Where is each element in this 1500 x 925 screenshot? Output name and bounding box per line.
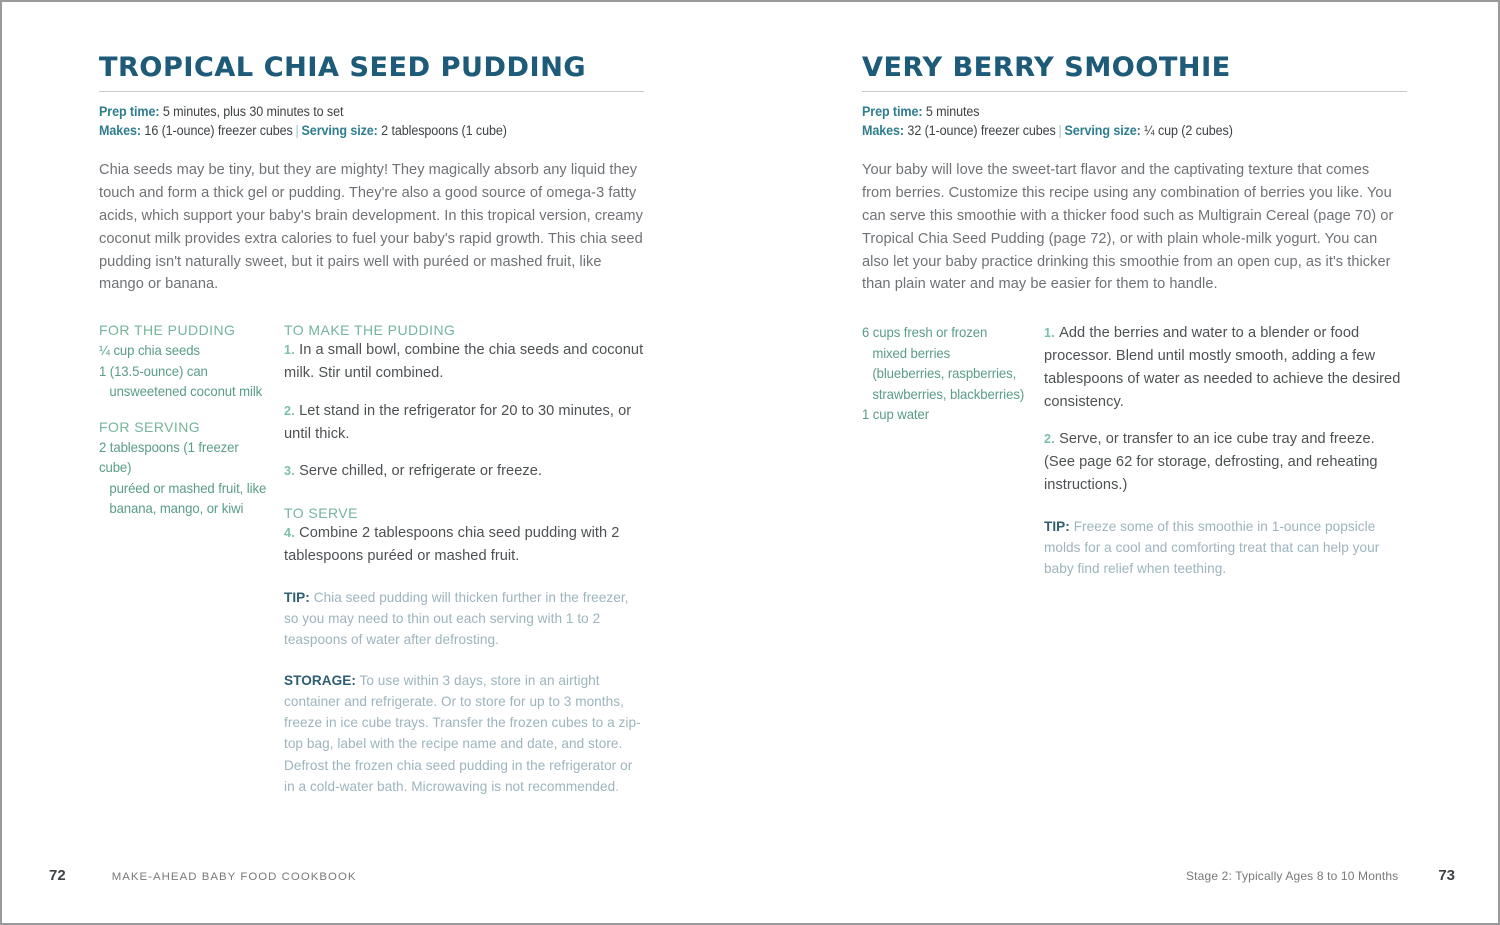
instruction-step <box>1044 428 1407 496</box>
ingredient-group-heading: FOR THE PUDDING <box>99 322 236 339</box>
step-text: In a small bowl, combine the chia seeds and coconut milk. Stir until combined. <box>284 342 644 381</box>
ingredient-group <box>862 322 1042 425</box>
instruction-group-heading: TO SERVE <box>284 505 358 522</box>
tip-label: TIP: <box>284 589 310 605</box>
step-number: 3. <box>284 464 296 479</box>
ingredient-text-continued: mixed berries <box>872 344 951 361</box>
step-number: 1. <box>1044 326 1056 341</box>
instruction-group-heading: TO MAKE THE PUDDING <box>284 322 456 339</box>
page-title: TROPICAL CHIA SEED PUDDING <box>99 54 644 82</box>
list-item <box>99 437 273 519</box>
ingredient-group <box>99 419 284 519</box>
instruction-step <box>1044 322 1407 413</box>
instruction-step <box>284 400 644 446</box>
prep-time-value: 5 minutes <box>925 104 980 120</box>
recipe-tropical-chia-seed-pudding <box>99 54 644 797</box>
instruction-step <box>284 339 644 385</box>
tip-label: TIP: <box>1044 518 1070 534</box>
storage-label: STORAGE: <box>284 672 356 688</box>
ingredient-text-continued: (blueberries, raspberries, <box>872 365 1017 382</box>
serving-size-value: 2 tablespoons (1 cube) <box>381 123 507 139</box>
step-number: 2. <box>284 403 296 418</box>
step-text: Serve chilled, or refrigerate or freeze. <box>299 463 543 480</box>
makes-value: 16 (1-ounce) freezer cubes <box>144 123 293 139</box>
meta-makes-line <box>862 121 1369 140</box>
page-title: VERY BERRY SMOOTHIE <box>862 54 1407 82</box>
ingredient-text-continued: unsweetened coconut milk <box>109 383 263 400</box>
instructions-column <box>284 322 644 797</box>
instruction-step <box>284 460 644 483</box>
step-text: Combine 2 tablespoons chia seed pudding with 2 tablespoons puréed or mashed fruit. <box>284 525 620 564</box>
list-item <box>99 340 273 361</box>
right-page-footer <box>1186 867 1455 884</box>
ingredient-list <box>862 322 1042 425</box>
tip-text: Freeze some of this smoothie in 1-ounce popsicle molds for a cool and comforting treat that can help your baby find relief when teething. <box>1044 518 1380 577</box>
ingredient-text: 6 cups fresh or frozen <box>862 324 988 341</box>
recipe-columns <box>99 322 644 797</box>
list-item <box>99 361 273 402</box>
recipe-very-berry-smoothie <box>862 54 1407 580</box>
meta-separator: | <box>295 123 299 139</box>
ingredient-group-heading: FOR SERVING <box>99 418 201 435</box>
instruction-step <box>284 522 644 568</box>
step-number: 4. <box>284 526 296 541</box>
left-page-footer <box>49 867 357 884</box>
ingredient-text-continued: strawberries, blackberries) <box>872 385 1025 402</box>
left-page <box>2 2 752 925</box>
page-number: 73 <box>1438 867 1455 884</box>
ingredient-text: 1 cup water <box>862 406 930 423</box>
running-head: Stage 2: Typically Ages 8 to 10 Months <box>1186 869 1399 883</box>
ingredient-text: 2 tablespoons (1 freezer cube) <box>99 438 239 476</box>
storage-text: To use within 3 days, store in an airtight container and refrigerate. Or to store for up to 3 months, freeze in ice cube trays. Transfer the frozen cubes to a zip-top bag, label with the recipe name and date, and store. Defrost the frozen chia seed pudding in the refrigerator or in a cold-water bath. Microwaving is not recommended. <box>284 672 641 795</box>
meta-prep-line <box>99 102 606 121</box>
tip-note <box>284 587 644 651</box>
makes-label: Makes: <box>862 123 905 139</box>
title-divider <box>99 91 644 92</box>
meta-makes-line <box>99 121 606 140</box>
ingredient-text-continued: banana, mango, or kiwi <box>109 500 244 517</box>
ingredients-column <box>862 322 1042 579</box>
page-number: 72 <box>49 867 66 884</box>
recipe-intro-paragraph: Your baby will love the sweet-tart flavor and the captivating texture that comes from berries. Customize this recipe using any combination of berries you like. You can serve this smoothie with a thicker food such as Multigrain Cereal (page 70) or Tropical Chia Seed Pudding (page 72), or with plain whole-milk yogurt. You can also let your baby practice drinking this smoothie from an open cup, as it's thicker than plain water and may be easier for them to handle. <box>862 162 1394 293</box>
list-item <box>862 322 1031 404</box>
meta-prep-line <box>862 102 1369 121</box>
title-divider <box>862 91 1407 92</box>
tip-note <box>1044 516 1407 580</box>
ingredient-text: ¼ cup chia seeds <box>99 342 200 359</box>
ingredient-text-continued: puréed or mashed fruit, like <box>109 479 267 496</box>
makes-label: Makes: <box>99 123 142 139</box>
recipe-intro-paragraph: Chia seeds may be tiny, but they are mighty! They magically absorb any liquid they touch and form a thick gel or pudding. They're also a good source of omega-3 fatty acids, which support your baby's brain development. In this tropical version, creamy coconut milk provides extra calories to fuel your baby's rapid growth. This chia seed pudding isn't naturally sweet, but it pairs well with puréed or mashed fruit, like mango or banana. <box>99 162 643 293</box>
tip-text: Chia seed pudding will thicken further in the freezer, so you may need to thin out each serving with 1 to 2 teaspoons of water after defrosting. <box>284 589 629 648</box>
serving-size-label: Serving size: <box>1064 123 1141 139</box>
recipe-meta <box>99 102 606 140</box>
prep-time-value: 5 minutes, plus 30 minutes to set <box>162 104 344 120</box>
ingredient-group <box>99 322 284 402</box>
list-item <box>862 404 1031 425</box>
step-number: 1. <box>284 343 296 358</box>
ingredient-list <box>99 437 284 519</box>
prep-time-label: Prep time: <box>99 104 160 120</box>
step-text: Add the berries and water to a blender or food processor. Blend until mostly smooth, adding a few tablespoons of water as needed to achieve the desired consistency. <box>1044 325 1401 410</box>
recipe-meta <box>862 102 1369 140</box>
instructions-column <box>1044 322 1407 579</box>
step-text: Serve, or transfer to an ice cube tray and freeze. (See page 62 for storage, defrosting, and reheating instructions.) <box>1044 431 1378 493</box>
step-text: Let stand in the refrigerator for 20 to 30 minutes, or until thick. <box>284 402 632 442</box>
ingredient-list <box>99 340 284 402</box>
right-page <box>752 2 1500 925</box>
prep-time-label: Prep time: <box>862 104 923 120</box>
recipe-columns <box>862 322 1407 579</box>
ingredient-text: 1 (13.5-ounce) can <box>99 362 208 379</box>
makes-value: 32 (1-ounce) freezer cubes <box>907 123 1056 139</box>
ingredients-column <box>99 322 284 797</box>
step-number: 2. <box>1044 432 1056 447</box>
serving-size-value: ¼ cup (2 cubes) <box>1144 123 1233 139</box>
serving-size-label: Serving size: <box>301 123 378 139</box>
running-head: MAKE-AHEAD BABY FOOD COOKBOOK <box>111 871 357 883</box>
storage-note <box>284 670 644 798</box>
meta-separator: | <box>1058 123 1062 139</box>
